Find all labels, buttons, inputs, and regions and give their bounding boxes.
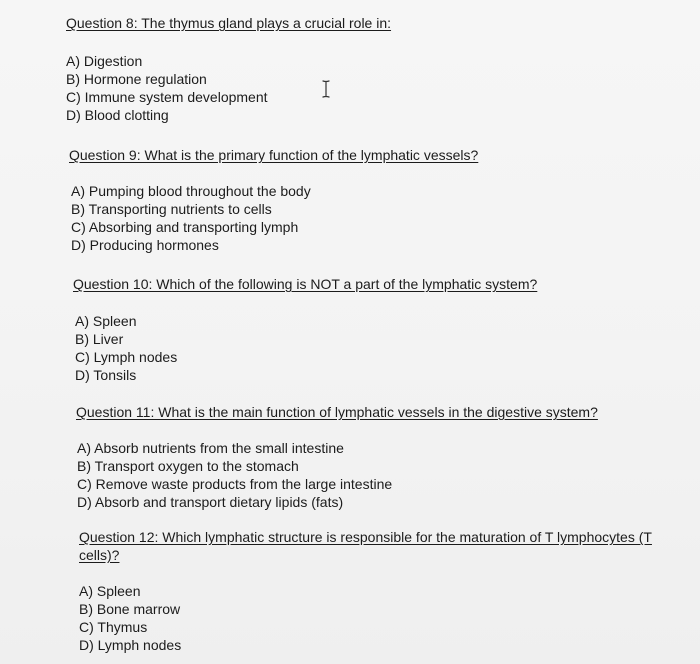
option-a: A) Digestion [66,53,143,69]
question-11-prompt: Question 11: What is the main function of lymphatic vessels in the digestive system? [76,404,598,420]
option-c: C) Absorbing and transporting lymph [71,219,299,235]
option-c: C) Remove waste products from the large intestine [77,476,393,492]
question-8-options [66,52,391,124]
option-a: A) Absorb nutrients from the small intestine [77,440,344,456]
option-b: B) Hormone regulation [66,71,207,87]
option-a: A) Pumping blood throughout the body [71,183,311,199]
option-c: C) Thymus [79,619,148,635]
question-block-9 [69,146,478,254]
option-a: A) Spleen [75,313,137,329]
question-block-11 [76,403,598,511]
option-d: D) Absorb and transport dietary lipids (fats) [77,494,344,510]
option-d: D) Tonsils [75,367,137,383]
question-10-prompt: Question 10: Which of the following is NOT a part of the lymphatic system? [73,276,538,292]
question-block-8 [66,14,391,124]
question-12-options [79,582,652,654]
question-9-prompt: Question 9: What is the primary function of the lymphatic vessels? [69,147,479,163]
question-9-options [71,182,478,254]
text-cursor-icon [321,80,331,98]
option-c: C) Lymph nodes [75,349,178,365]
option-b: B) Transporting nutrients to cells [71,201,272,217]
option-d: D) Lymph nodes [79,637,182,653]
question-11-options [77,439,598,511]
option-b: B) Liver [75,331,124,347]
option-c: C) Immune system development [66,89,268,105]
question-block-12 [79,528,652,654]
option-b: B) Transport oxygen to the stomach [77,458,299,474]
question-12-prompt-line-1: Question 12: Which lymphatic structure is responsible for the maturation of T lymphocytes (T [79,529,652,545]
question-block-10 [73,275,537,384]
option-d: D) Blood clotting [66,107,169,123]
question-10-options [75,312,537,384]
question-12-prompt-line-2: cells)? [79,547,120,563]
option-d: D) Producing hormones [71,237,219,253]
question-8-prompt: Question 8: The thymus gland plays a crucial role in: [66,15,392,31]
option-a: A) Spleen [79,583,141,599]
option-b: B) Bone marrow [79,601,181,617]
